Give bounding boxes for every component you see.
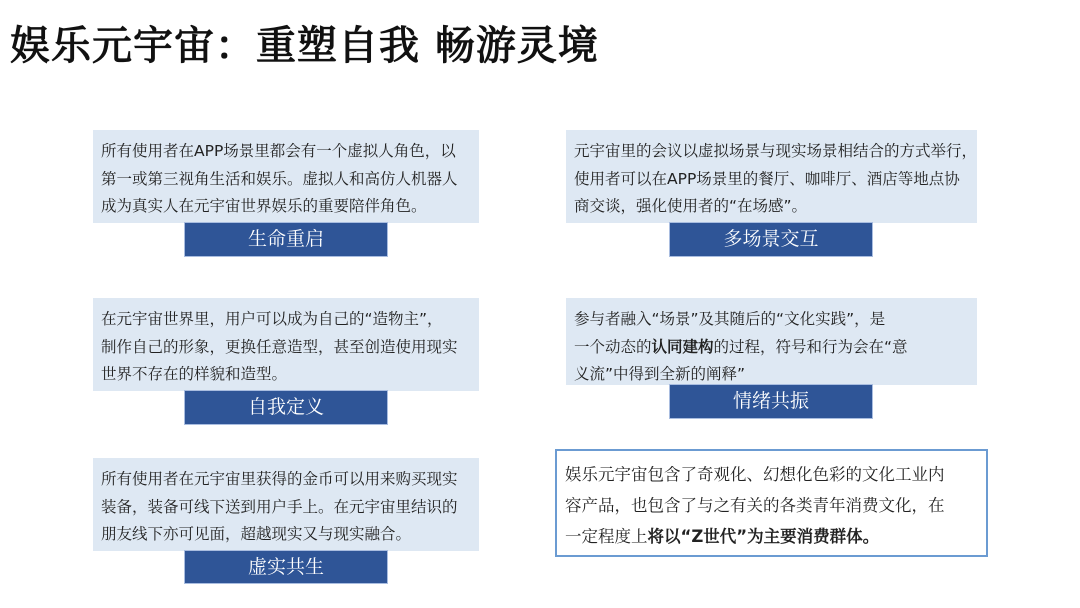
card-text-line: 使用者可以在APP场景里的餐厅、咖啡厅、酒店等地点协 [574,169,960,188]
summary-line: 容产品，也包含了与之有关的各类青年消费文化，在 [565,496,945,515]
card-text-line: 第一或第三视角生活和娱乐。虚拟人和高仿人机器人 [101,169,458,188]
summary-line: 娱乐元宇宙包含了奇观化、幻想化色彩的文化工业内 [565,465,945,484]
label-virtual-real: 虚实共生 [184,550,388,584]
card-text-line [574,334,977,362]
card-text-line: 装备，装备可线下送到用户手上。在元宇宙里结识的 [101,497,458,516]
card-emotion-resonance-text [566,298,977,385]
card-text-line: 元宇宙里的会议以虚拟场景与现实场景相结合的方式举行， [574,142,978,160]
card-life-restart-text [93,130,479,223]
card-text-line: 在元宇宙世界里，用户可以成为自己的“造物主”， [101,310,443,328]
summary-bold: 将以“Z世代”为主要消费群体。 [647,527,880,546]
summary-box [555,449,988,557]
page-title: 娱乐元宇宙：重塑自我 畅游灵境 [10,23,599,69]
card-text-line: 参与者融入“场景”及其随后的“文化实践”，是 [574,310,886,328]
card-text-line: 世界不存在的样貌和造型。 [101,365,288,383]
card-self-define-text [93,298,479,391]
card-text-line: 成为真实人在元宇宙世界娱乐的重要陪伴角色。 [101,197,427,215]
card-text-line: 商交谈，强化使用者的“在场感”。 [574,197,808,215]
card-text-bold: 认同建构 [651,337,714,356]
summary-segment: 一定程度上 [565,527,648,546]
label-life-restart: 生命重启 [184,222,388,257]
card-text-line: 所有使用者在元宇宙里获得的金币可以用来购买现实 [101,470,458,488]
summary-line [565,521,986,552]
card-text-segment: 一个动态的 [574,337,652,356]
card-text-line: 朋友线下亦可见面，超越现实又与现实融合。 [101,525,412,543]
card-multi-scene-text [566,130,977,223]
card-text-line: 义流”中得到全新的阐释” [574,365,746,383]
card-text-line: 所有使用者在APP场景里都会有一个虚拟人角色，以 [101,142,456,160]
card-virtual-real-text [93,458,479,551]
card-text-segment: 的过程，符号和行为会在“意 [713,337,908,356]
label-emotion-resonance: 情绪共振 [669,384,873,419]
card-text-line: 制作自己的形象，更换任意造型，甚至创造使用现实 [101,337,458,356]
label-self-define: 自我定义 [184,390,388,425]
label-multi-scene: 多场景交互 [669,222,873,257]
